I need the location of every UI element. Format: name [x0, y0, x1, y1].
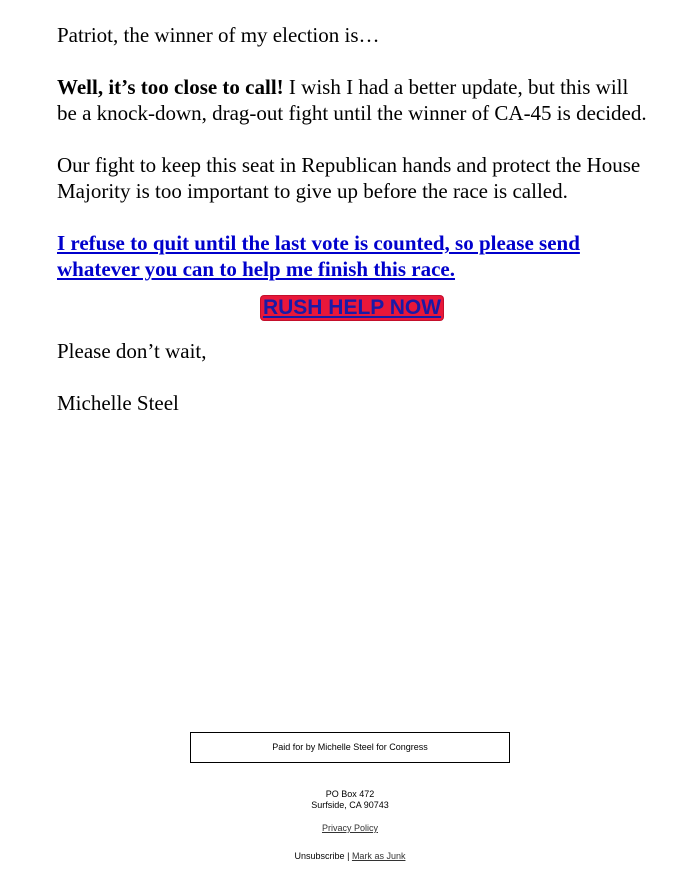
- address-line-2: Surfside, CA 90743: [311, 800, 389, 810]
- mailing-address: [0, 789, 700, 811]
- signature-text: Michelle Steel: [57, 391, 179, 415]
- privacy-row: [0, 823, 700, 834]
- paragraph-update-bold: Well, it’s too close to call!: [57, 75, 284, 99]
- mark-as-junk-link[interactable]: Mark as Junk: [351, 851, 406, 861]
- greeting-text: Patriot, the winner of my election is…: [57, 23, 380, 47]
- paragraph-update-rest: I wish I had a better update, but this will be a knock-down, drag-out fight until the winner of CA-45 is decided.: [57, 75, 647, 125]
- paragraph-fight: Our fight to keep this seat in Republican hands and protect the House Majority is too important to give up before the race is called.: [57, 153, 641, 203]
- paragraph-update: [57, 74, 647, 126]
- cta-donate-link[interactable]: I refuse to quit until the last vote is counted, so please send whatever you can to help me finish this race.: [57, 231, 580, 281]
- paid-for-disclaimer-box: [190, 732, 510, 763]
- unsubscribe-text[interactable]: Unsubscribe: [294, 851, 345, 861]
- privacy-policy-link[interactable]: Privacy Policy: [321, 823, 378, 833]
- unsubscribe-row: [0, 851, 700, 862]
- cta-paragraph: [57, 230, 647, 282]
- paid-for-text: Paid for by Michelle Steel for Congress: [272, 742, 428, 752]
- rush-help-now-button[interactable]: RUSH HELP NOW: [262, 296, 442, 319]
- cta-button-wrapper: [57, 294, 647, 322]
- closing-text: Please don’t wait,: [57, 339, 207, 363]
- email-body: [57, 22, 647, 442]
- email-footer: [0, 732, 700, 862]
- footer-separator: |: [347, 851, 350, 861]
- address-line-1: PO Box 472: [325, 789, 375, 799]
